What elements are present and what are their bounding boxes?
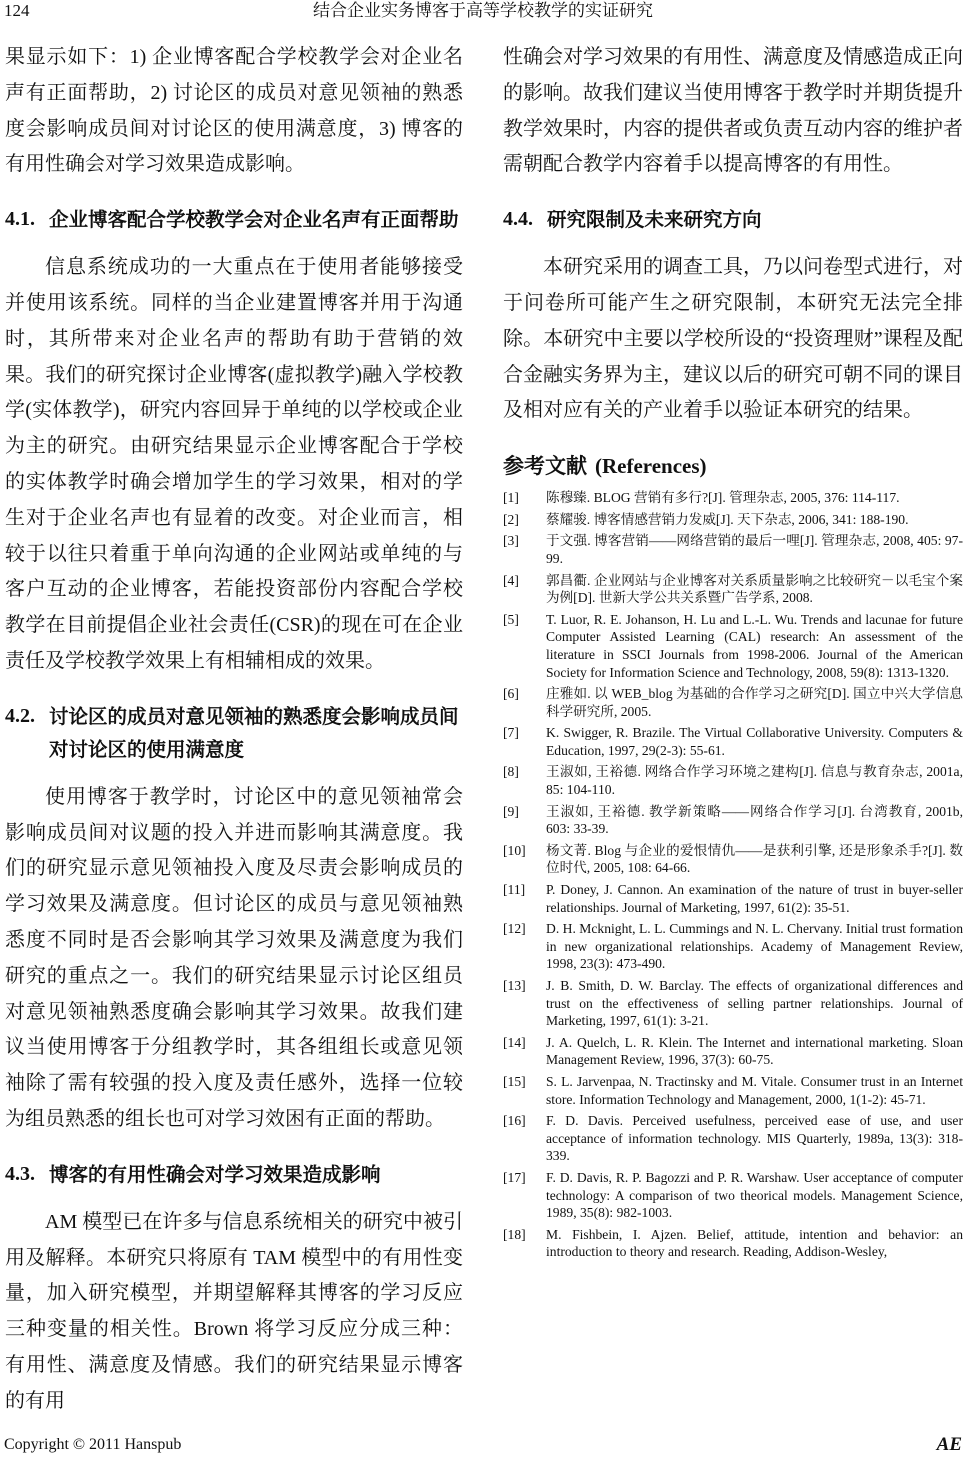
reference-text: S. L. Jarvenpaa, N. Tractinsky and M. Vitale. Consumer trust in an Internet store. Information Technology and Management, 2000, 1(1-2): 45-71. <box>546 1073 963 1107</box>
right-column <box>503 40 963 1265</box>
reference-text: M. Fishbein, I. Ajzen. Belief, attitude, intention and behavior: an introduction to theory and research. Reading, Addison-Wesley, <box>546 1226 963 1260</box>
paragraph: 果显示如下：1) 企业博客配合学校教学会对企业名声有正面帮助，2) 讨论区的成员对意见领袖的熟悉度会影响成员间对讨论区的使用满意度，3) 博客的有用性确会对学习效果造成影响。 <box>5 46 463 176</box>
left-column <box>5 40 463 1420</box>
running-title: 结合企业实务博客于高等学校教学的实证研究 <box>313 1 653 20</box>
reference-item <box>503 977 963 1030</box>
reference-item <box>503 881 963 916</box>
reference-number: [5] <box>503 611 519 627</box>
reference-number: [15] <box>503 1073 526 1089</box>
journal-abbrev: AE <box>936 1433 962 1455</box>
reference-number: [1] <box>503 490 519 506</box>
copyright: Copyright © 2011 Hanspub <box>4 1435 182 1453</box>
reference-text: J. B. Smith, D. W. Barclay. The effects of organizational differences and trust on the effectiveness of selling partner relationships. Journal of Marketing, 1997, 61(1): 3-21. <box>546 978 963 1029</box>
reference-text: 蔡耀骏. 博客情感营销力发威[J]. 天下杂志, 2006, 341: 188-190. <box>546 511 909 527</box>
reference-item <box>503 685 963 720</box>
section-title: 企业博客配合学校教学会对企业名声有正面帮助 <box>49 208 459 232</box>
reference-text: 陈穆臻. BLOG 营销有多行?[J]. 管理杂志, 2005, 376: 114-117. <box>546 490 900 506</box>
reference-item <box>503 724 963 759</box>
reference-number: [12] <box>503 921 526 937</box>
reference-number: [11] <box>503 882 526 898</box>
reference-item <box>503 763 963 798</box>
reference-number: [3] <box>503 533 519 549</box>
reference-number: [4] <box>503 572 519 588</box>
paragraph: 信息系统成功的一大重点在于使用者能够接受并使用该系统。同样的当企业建置博客并用于沟通时，其所带来对企业名声的帮助有助于营销的效果。我们的研究探讨企业博客(虚拟教学)融入学校教学(实体教学)，研究内容回异于单纯的以学校或企业为主的研究。由研究结果显示企业博客配合于学校的实体教学时确会增加学生的学习效果，相对的学生对于企业名声也有显着的改变。对企业而言，相较于以往只着重于单向沟通的企业网站或单纯的与客户互动的企业博客，若能投资部份内容配合学校教学在目前提倡企业社会责任(CSR)的现在可在企业责任及学校教学效果上有相辅相成的效果。 <box>5 256 463 672</box>
paragraph: AM 模型已在许多与信息系统相关的研究中被引用及解释。本研究只将原有 TAM 模型中的有用性变量，加入研究模型，并期望解释其博客的学习反应三种变量的相关性。Brown 将学习反应分成三种：有用性、满意度及情感。我们的研究结果显示博客的有用 <box>5 1210 463 1412</box>
section-heading-4-4 <box>503 203 963 236</box>
reference-list <box>503 489 963 1261</box>
reference-item <box>503 1073 963 1108</box>
reference-text: T. Luor, R. E. Johanson, H. Lu and L.-L. Wu. Trends and lacunae for future Computer Assisted Learning (CAL) research: An assessment of the literature in SSCI Journals from 1998-2006. Journal of the American Society for Information Science and Technology, 2008, 59(8): 1313-1320. <box>546 611 963 680</box>
reference-item <box>503 489 963 507</box>
reference-item <box>503 1034 963 1069</box>
reference-text: 王淑如, 王裕德. 网络合作学习环境之建构[J]. 信息与教育杂志, 2001a, 85: 104-110. <box>546 764 963 798</box>
reference-number: [8] <box>503 764 519 780</box>
reference-text: J. A. Quelch, L. R. Klein. The Internet and international marketing. Sloan Management Review, 1996, 37(3): 60-75. <box>546 1034 963 1068</box>
reference-text: 于文强. 博客营销——网络营销的最后一哩[J]. 管理杂志, 2008, 405: 97-99. <box>546 533 963 566</box>
section-number: 4.1. <box>5 208 35 231</box>
reference-number: [16] <box>503 1113 526 1129</box>
reference-text: D. H. Mcknight, L. L. Cummings and N. L. Chervany. Initial trust formation in new organizational relationships. Academy of Management Review, 1998, 23(3): 473-490. <box>546 921 963 972</box>
page-number: 124 <box>4 1 30 20</box>
reference-text: K. Swigger, R. Brazile. The Virtual Collaborative University. Computers & Education, 1997, 29(2-3): 55-61. <box>546 725 963 758</box>
section-number: 4.2. <box>5 704 35 727</box>
page-header <box>4 0 962 24</box>
reference-number: [9] <box>503 803 519 819</box>
paragraph: 性确会对学习效果的有用性、满意度及情感造成正向的影响。故我们建议当使用博客于教学时并期货提升教学效果时，内容的提供者或负责互动内容的维护者需朝配合教学内容着手以提高博客的有用性。 <box>503 46 963 176</box>
reference-item <box>503 532 963 567</box>
reference-number: [18] <box>503 1226 526 1242</box>
reference-text: P. Doney, J. Cannon. An examination of the nature of trust in buyer-seller relationships. Journal of Marketing, 1997, 61(2): 35-51. <box>546 882 963 915</box>
reference-text: 王淑如, 王裕德. 教学新策略——网络合作学习[J]. 台湾教育, 2001b, 603: 33-39. <box>546 803 963 837</box>
section-heading-4-1 <box>5 203 463 236</box>
reference-item <box>503 920 963 973</box>
section-heading-4-3 <box>5 1158 463 1191</box>
reference-item <box>503 1169 963 1222</box>
reference-number: [10] <box>503 842 526 858</box>
reference-item <box>503 1226 963 1261</box>
reference-item <box>503 803 963 838</box>
section-title: 研究限制及未来研究方向 <box>547 208 762 232</box>
references-heading <box>503 449 963 483</box>
reference-text: F. D. Davis, R. P. Bagozzi and P. R. Warshaw. User acceptance of computer technology: A comparison of two theorical models. Management Science, 1989, 35(8): 982-1003. <box>546 1169 963 1221</box>
body-columns <box>4 40 962 1420</box>
reference-number: [13] <box>503 978 526 994</box>
section-number: 4.4. <box>503 208 533 231</box>
reference-text: 杨文菁. Blog 与企业的爱恨情仇——是获利引擎, 还是形象杀手?[J]. 数位时代, 2005, 108: 64-66. <box>546 842 963 876</box>
reference-number: [17] <box>503 1169 526 1185</box>
page-footer <box>4 1420 962 1456</box>
reference-item <box>503 511 963 529</box>
reference-item <box>503 611 963 681</box>
reference-item <box>503 1112 963 1165</box>
section-number: 4.3. <box>5 1162 35 1185</box>
reference-text: 庄雅如. 以 WEB_blog 为基础的合作学习之研究[D]. 国立中兴大学信息科学研究所, 2005. <box>546 686 963 719</box>
references-title-en: (References) <box>595 454 707 479</box>
reference-number: [14] <box>503 1034 526 1050</box>
references-title-cn: 参考文献 <box>503 454 587 479</box>
reference-number: [2] <box>503 511 519 527</box>
reference-number: [7] <box>503 725 519 741</box>
section-heading-4-2 <box>5 700 463 766</box>
reference-text: 郭昌衢. 企业网站与企业博客对关系质量影响之比较研究－以毛宝个案为例[D]. 世新大学公共关系暨广告学系, 2008. <box>546 572 963 606</box>
section-title: 讨论区的成员对意见领袖的熟悉度会影响成员间对讨论区的使用满意度 <box>49 704 459 761</box>
paragraph: 使用博客于教学时，讨论区中的意见领袖常会影响成员间对议题的投入并进而影响其满意度。我们的研究显示意见领袖投入度及尽责会影响成员的学习效果及满意度。但讨论区的成员与意见领袖熟悉度不同时是否会影响其学习效果及满意度为我们研究的重点之一。我们的研究结果显示讨论区组员对意见领袖熟悉度确会影响其学习效果。故我们建议当使用博客于分组教学时，其各组组长或意见领袖除了需有较强的投入度及责任感外，选择一位较为组员熟悉的组长也可对学习效困有正面的帮助。 <box>5 785 463 1130</box>
reference-item <box>503 842 963 877</box>
reference-number: [6] <box>503 686 519 702</box>
section-title: 博客的有用性确会对学习效果造成影响 <box>49 1162 381 1186</box>
paragraph: 本研究采用的调查工具，乃以问卷型式进行，对于问卷所可能产生之研究限制，本研究无法完全排除。本研究中主要以学校所设的“投资理财”课程及配合金融实务界为主，建议以后的研究可朝不同的课目及相对应有关的产业着手以验证本研究的结果。 <box>503 256 963 422</box>
reference-item <box>503 572 963 607</box>
reference-text: F. D. Davis. Perceived usefulness, perceived ease of use, and user acceptance of information technology. MIS Quarterly, 1989a, 13(3): 318-339. <box>546 1113 963 1164</box>
